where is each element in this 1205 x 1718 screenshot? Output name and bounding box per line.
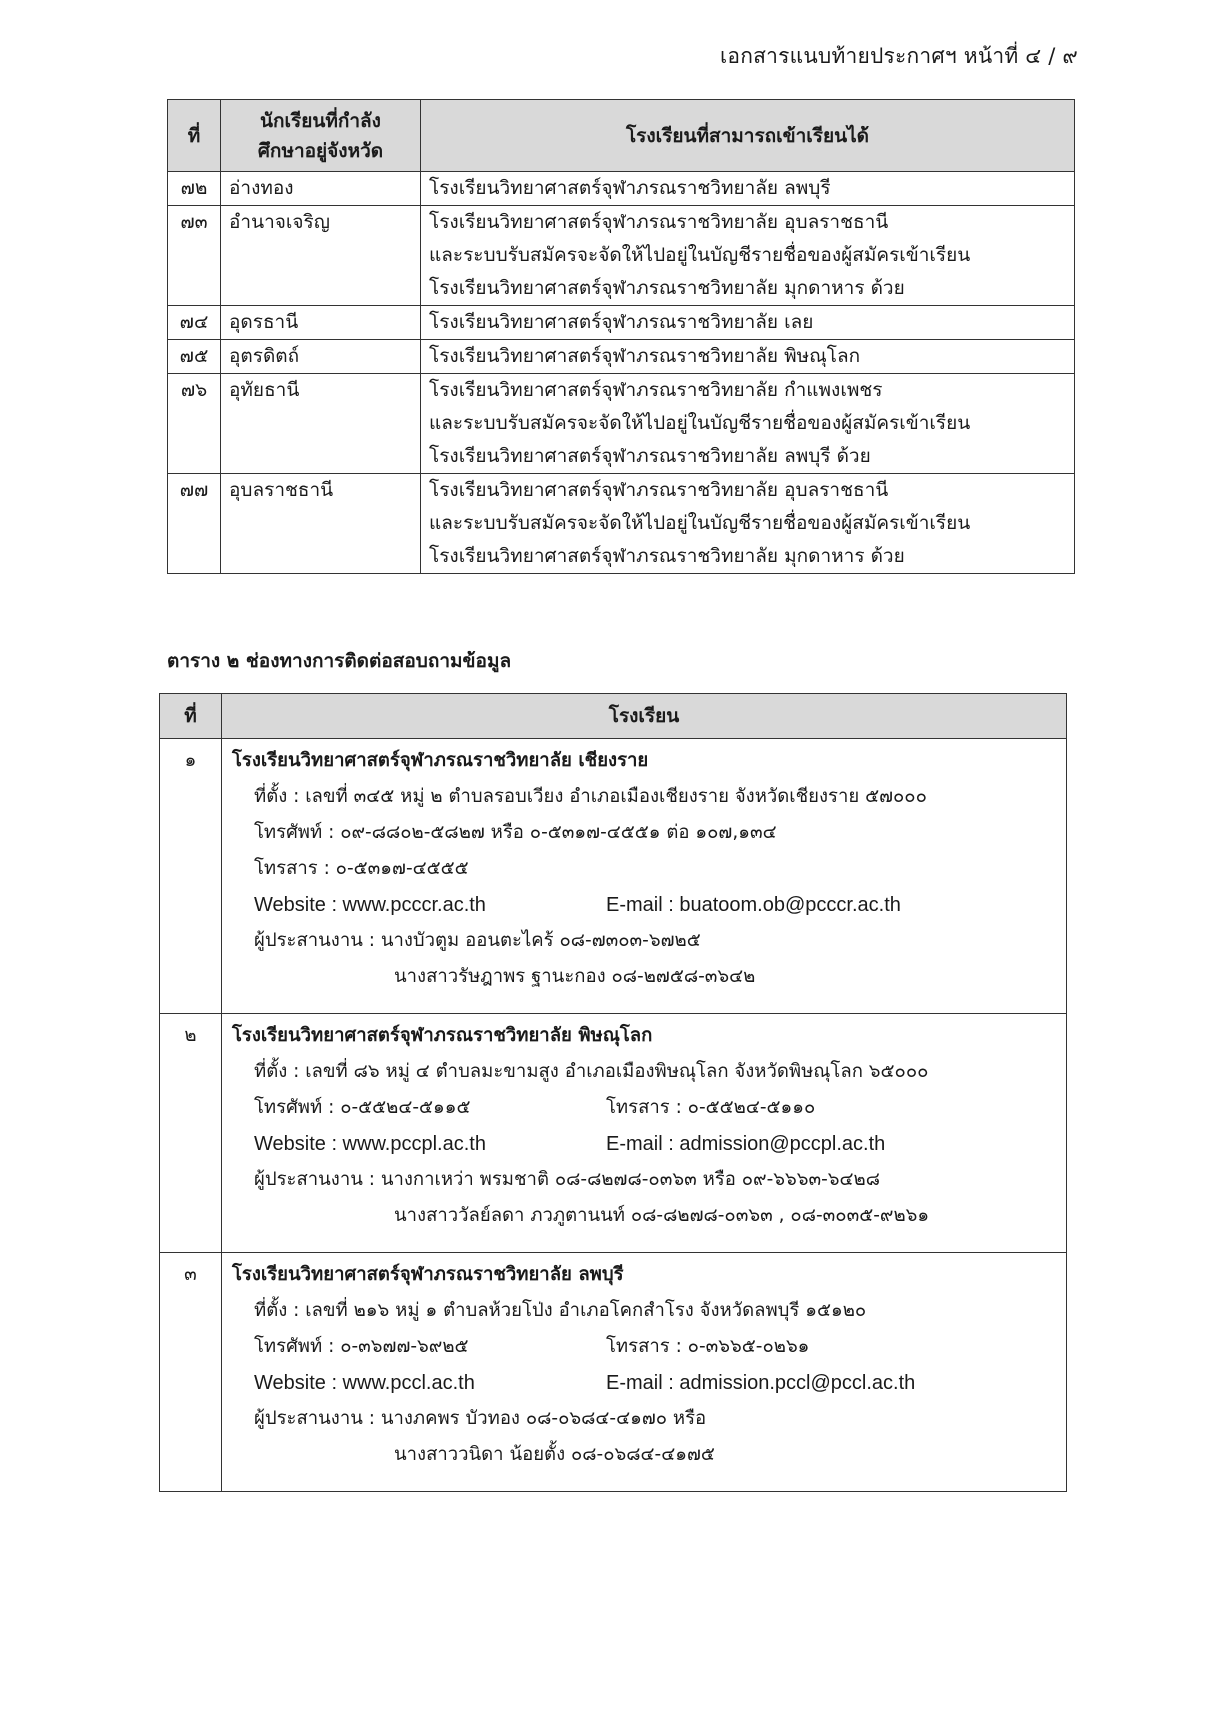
row-num: ๗๒ — [168, 172, 221, 206]
table-row — [168, 374, 1075, 474]
school-name: โรงเรียนวิทยาศาสตร์จุฬาภรณราชวิทยาลัย ลพบุรี — [232, 1264, 624, 1285]
school-line: และระบบรับสมัครจะจัดให้ไปอยู่ในบัญชีรายชื่อของผู้สมัครเข้าเรียน — [429, 412, 971, 434]
row-school — [421, 172, 1075, 206]
school-name: โรงเรียนวิทยาศาสตร์จุฬาภรณราชวิทยาลัย เชียงราย — [232, 750, 649, 771]
school-coordinator: นางสาววนิดา น้อยตั้ง ๐๘-๐๖๘๔-๔๑๗๕ — [394, 1444, 715, 1465]
row-num: ๗๗ — [168, 474, 221, 574]
row-province: อุทัยธานี — [221, 374, 421, 474]
row-school — [421, 374, 1075, 474]
phone-fax-row — [232, 1090, 1060, 1126]
school-contact-cell — [222, 739, 1067, 1014]
row-school — [421, 340, 1075, 374]
table-header-row — [168, 100, 1075, 172]
school-email[interactable]: E-mail : admission.pccl@pccl.ac.th — [606, 1372, 916, 1394]
school-fax: โทรสาร : ๐-๕๕๒๔-๕๑๑๐ — [606, 1097, 816, 1118]
header-school: โรงเรียน — [222, 694, 1067, 739]
school-contact-cell — [222, 1014, 1067, 1253]
header-num: ที่ — [160, 694, 222, 739]
school-coordinator: ผู้ประสานงาน : นางบัวตูม ออนตะไคร้ ๐๘-๗๓๐๓-๖๗๒๕ — [254, 930, 701, 951]
row-num: ๑ — [160, 739, 222, 1014]
table-row — [168, 474, 1075, 574]
row-school — [421, 474, 1075, 574]
school-coordinator: นางสาวรัษฎาพร ฐานะกอง ๐๘-๒๗๕๘-๓๖๔๒ — [394, 966, 756, 987]
table-header-row — [160, 694, 1067, 739]
school-website[interactable]: Website : www.pccpl.ac.th — [254, 1133, 486, 1155]
school-address: ที่ตั้ง : เลขที่ ๒๑๖ หมู่ ๑ ตำบลห้วยโป่ง อำเภอโคกสำโรง จังหวัดลพบุรี ๑๕๑๒๐ — [254, 1300, 867, 1321]
school-phone: โทรศัพท์ : ๐-๓๖๗๗-๖๙๒๕ — [254, 1336, 469, 1357]
school-line: โรงเรียนวิทยาศาสตร์จุฬาภรณราชวิทยาลัย มุกดาหาร ด้วย — [429, 277, 905, 299]
school-line: โรงเรียนวิทยาศาสตร์จุฬาภรณราชวิทยาลัย พิษณุโลก — [429, 345, 861, 367]
school-phone: โทรศัพท์ : ๐-๕๕๒๔-๕๑๑๕ — [254, 1097, 471, 1118]
school-fax: โทรสาร : ๐-๕๓๑๗-๔๕๕๕ — [254, 858, 469, 879]
header-num: ที่ — [168, 100, 221, 172]
web-email-row — [232, 887, 1060, 923]
school-coordinator: ผู้ประสานงาน : นางกาเหว่า พรมชาติ ๐๘-๘๒๗๘-๐๓๖๓ หรือ ๐๙-๖๖๖๓-๖๔๒๘ — [254, 1169, 881, 1190]
row-num: ๗๖ — [168, 374, 221, 474]
school-name: โรงเรียนวิทยาศาสตร์จุฬาภรณราชวิทยาลัย พิษณุโลก — [232, 1025, 653, 1046]
school-line: และระบบรับสมัครจะจัดให้ไปอยู่ในบัญชีรายชื่อของผู้สมัครเข้าเรียน — [429, 512, 971, 534]
header-province — [221, 100, 421, 172]
header-school: โรงเรียนที่สามารถเข้าเรียนได้ — [421, 100, 1075, 172]
school-address: ที่ตั้ง : เลขที่ ๓๔๕ หมู่ ๒ ตำบลรอบเวียง อำเภอเมืองเชียงราย จังหวัดเชียงราย ๕๗๐๐๐ — [254, 786, 927, 807]
table2-caption: ตาราง ๒ ช่องทางการติดต่อสอบถามข้อมูล — [167, 650, 512, 672]
table-row — [160, 1014, 1067, 1253]
web-email-row — [232, 1365, 1060, 1401]
school-line: โรงเรียนวิทยาศาสตร์จุฬาภรณราชวิทยาลัย มุกดาหาร ด้วย — [429, 545, 905, 567]
row-num: ๗๓ — [168, 206, 221, 306]
school-website[interactable]: Website : www.pcccr.ac.th — [254, 894, 486, 916]
school-line: โรงเรียนวิทยาศาสตร์จุฬาภรณราชวิทยาลัย ลพบุรี — [429, 177, 831, 199]
web-email-row — [232, 1126, 1060, 1162]
table-row — [168, 172, 1075, 206]
table-row — [160, 1253, 1067, 1492]
header-province-line2: ศึกษาอยู่จังหวัด — [257, 139, 384, 162]
row-province: อ่างทอง — [221, 172, 421, 206]
contact-table — [159, 693, 1067, 1492]
phone-fax-row — [232, 1329, 1060, 1365]
table-row — [168, 306, 1075, 340]
school-email[interactable]: E-mail : admission@pccpl.ac.th — [606, 1133, 886, 1155]
row-school — [421, 206, 1075, 306]
row-province: อุตรดิตถ์ — [221, 340, 421, 374]
row-school — [421, 306, 1075, 340]
school-fax: โทรสาร : ๐-๓๖๖๕-๐๒๖๑ — [606, 1336, 810, 1357]
school-coordinator: นางสาววัลย์ลดา ภวภูตานนท์ ๐๘-๘๒๗๘-๐๓๖๓ , ๐๘-๓๐๓๕-๙๒๖๑ — [394, 1205, 930, 1226]
school-contact-cell — [222, 1253, 1067, 1492]
table-row — [168, 340, 1075, 374]
table-row — [168, 206, 1075, 306]
row-num: ๗๔ — [168, 306, 221, 340]
page-header: เอกสารแนบท้ายประกาศฯ หน้าที่ ๔ / ๙ — [720, 44, 1078, 68]
school-line: โรงเรียนวิทยาศาสตร์จุฬาภรณราชวิทยาลัย เลย — [429, 311, 814, 333]
header-province-line1: นักเรียนที่กำลัง — [260, 109, 381, 132]
school-phone: โทรศัพท์ : ๐๙-๘๘๐๒-๕๘๒๗ หรือ ๐-๕๓๑๗-๔๕๕๑ ต่อ ๑๐๗,๑๓๔ — [254, 822, 777, 843]
row-num: ๓ — [160, 1253, 222, 1492]
school-line: โรงเรียนวิทยาศาสตร์จุฬาภรณราชวิทยาลัย อุบลราชธานี — [429, 211, 889, 233]
school-line: โรงเรียนวิทยาศาสตร์จุฬาภรณราชวิทยาลัย ลพบุรี ด้วย — [429, 445, 871, 467]
school-address: ที่ตั้ง : เลขที่ ๘๖ หมู่ ๔ ตำบลมะขามสูง อำเภอเมืองพิษณุโลก จังหวัดพิษณุโลก ๖๕๐๐๐ — [254, 1061, 929, 1082]
school-line: โรงเรียนวิทยาศาสตร์จุฬาภรณราชวิทยาลัย กำแพงเพชร — [429, 379, 883, 401]
school-line: และระบบรับสมัครจะจัดให้ไปอยู่ในบัญชีรายชื่อของผู้สมัครเข้าเรียน — [429, 244, 971, 266]
school-email[interactable]: E-mail : buatoom.ob@pcccr.ac.th — [606, 894, 901, 916]
school-website[interactable]: Website : www.pccl.ac.th — [254, 1372, 475, 1394]
row-num: ๗๕ — [168, 340, 221, 374]
table-row — [160, 739, 1067, 1014]
school-coordinator: ผู้ประสานงาน : นางภคพร บัวทอง ๐๘-๐๖๘๔-๔๑๗๐ หรือ — [254, 1408, 707, 1429]
school-line: โรงเรียนวิทยาศาสตร์จุฬาภรณราชวิทยาลัย อุบลราชธานี — [429, 479, 889, 501]
row-num: ๒ — [160, 1014, 222, 1253]
eligible-schools-table — [167, 99, 1075, 574]
row-province: อุดรธานี — [221, 306, 421, 340]
row-province: อุบลราชธานี — [221, 474, 421, 574]
row-province: อำนาจเจริญ — [221, 206, 421, 306]
